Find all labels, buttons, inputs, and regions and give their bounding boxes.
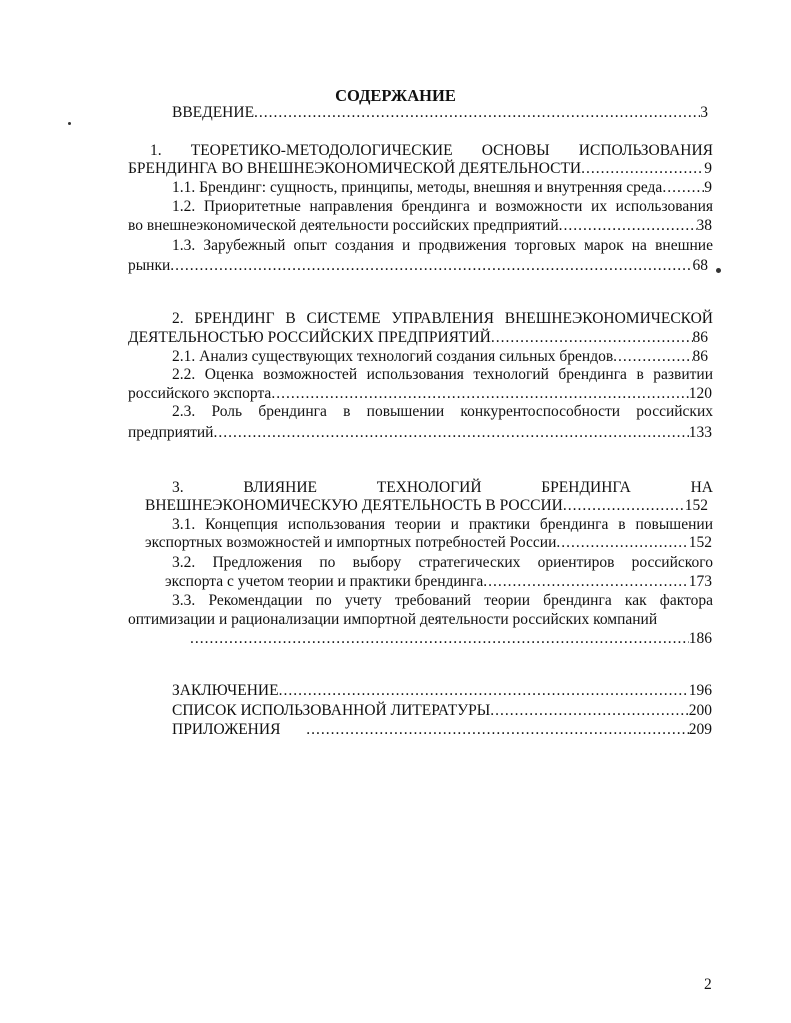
entry-text: экспортных возможностей и импортных потребностей России: [145, 534, 557, 551]
dot-leader: [213, 423, 688, 442]
toc-entry-intro[interactable]: [172, 103, 708, 122]
entry-text: БРЕНДИНГА ВО ВНЕШНЕЭКОНОМИЧЕСКОЙ ДЕЯТЕЛЬНОСТИ: [128, 160, 582, 177]
entry-text: ВНЕШНЕЭКОНОМИЧЕСКУЮ ДЕЯТЕЛЬНОСТЬ В РОССИИ: [145, 497, 563, 514]
entry-text: СПИСОК ИСПОЛЬЗОВАННОЙ ЛИТЕРАТУРЫ: [172, 702, 491, 719]
entry-page: 86: [692, 348, 708, 365]
entry-page: 9: [704, 179, 712, 196]
entry-page: 120: [688, 385, 712, 402]
toc-entry-references[interactable]: [172, 701, 712, 720]
toc-chapter-3-line2[interactable]: [145, 496, 708, 515]
entry-page: 68: [692, 257, 708, 274]
entry-page: 38: [696, 217, 712, 234]
toc-section-3-1-line2[interactable]: [145, 533, 712, 552]
toc-section-2-3-line1[interactable]: 2.3. Роль брендинга в повышении конкурентоспособности российских: [172, 403, 713, 420]
entry-page: 9: [704, 160, 712, 177]
dot-leader: [490, 701, 688, 720]
toc-section-2-2-line1[interactable]: 2.2. Оценка возможностей использования технологий брендинга в развитии: [172, 366, 713, 383]
entry-page: 152: [684, 497, 708, 514]
toc-section-3-2-line1[interactable]: 3.2. Предложения по выбору стратегических ориентиров российского: [172, 554, 713, 571]
dot-leader: [190, 629, 689, 648]
dot-leader: [556, 533, 688, 552]
toc-section-1-1[interactable]: [172, 178, 712, 197]
entry-page: 209: [688, 721, 712, 738]
dot-leader: [662, 178, 704, 197]
toc-entry-appendices[interactable]: [172, 720, 712, 739]
entry-page: 173: [688, 573, 712, 590]
dot-leader: [559, 216, 697, 235]
dot-leader: [563, 496, 685, 515]
toc-section-1-2-line1[interactable]: 1.2. Приоритетные направления брендинга и возможности их использования: [172, 198, 713, 215]
toc-chapter-2-line1[interactable]: 2. БРЕНДИНГ В СИСТЕМЕ УПРАВЛЕНИЯ ВНЕШНЕЭКОНОМИЧЕСКОЙ: [172, 310, 713, 327]
toc-chapter-1-line2[interactable]: [128, 159, 712, 178]
entry-text: предприятий: [128, 424, 214, 441]
toc-title: СОДЕРЖАНИЕ: [335, 86, 456, 105]
entry-text: во внешнеэкономической деятельности российских предприятий: [128, 217, 559, 234]
dot-leader: [581, 159, 704, 178]
entry-text: ВВЕДЕНИЕ: [172, 104, 255, 121]
toc-chapter-2-line2[interactable]: [128, 328, 708, 347]
entry-page: 152: [688, 534, 712, 551]
toc-entry-conclusion[interactable]: [172, 681, 712, 700]
dot-leader: [491, 328, 693, 347]
entry-page: 86: [692, 329, 708, 346]
toc-section-3-3-line1[interactable]: 3.3. Рекомендации по учету требований теории брендинга как фактора: [172, 592, 713, 609]
toc-section-2-3-line2[interactable]: [128, 423, 712, 442]
toc-section-3-2-line2[interactable]: [165, 572, 712, 591]
entry-text: ДЕЯТЕЛЬНОСТЬЮ РОССИЙСКИХ ПРЕДПРИЯТИЙ: [128, 329, 491, 346]
entry-page: 200: [688, 702, 712, 719]
entry-text: 1.1. Брендинг: сущность, принципы, методы, внешняя и внутренняя среда: [172, 179, 663, 196]
dot-leader: [170, 256, 692, 275]
dot-leader: [254, 103, 700, 122]
toc-section-1-3-line2[interactable]: [128, 256, 708, 275]
entry-page: 3: [700, 104, 708, 121]
toc-section-3-3-line3[interactable]: [190, 629, 712, 648]
entry-text: 2.1. Анализ существующих технологий создания сильных брендов: [172, 348, 614, 365]
entry-text: ПРИЛОЖЕНИЯ: [172, 721, 285, 738]
scan-speck: [716, 268, 721, 273]
dot-leader: [483, 572, 689, 591]
entry-text: рынки: [128, 257, 171, 274]
page-number: 2: [704, 976, 712, 993]
scan-speck: [68, 122, 71, 125]
dot-leader: [279, 681, 689, 700]
toc-section-1-3-line1[interactable]: 1.3. Зарубежный опыт создания и продвижения торговых марок на внешние: [172, 237, 713, 254]
entry-page: 196: [688, 682, 712, 699]
entry-page: 133: [688, 424, 712, 441]
toc-section-1-2-line2[interactable]: [128, 216, 712, 235]
dot-leader: [306, 720, 688, 739]
dot-leader: [613, 347, 692, 366]
entry-text: ЗАКЛЮЧЕНИЕ: [172, 682, 279, 699]
entry-page: 186: [688, 630, 712, 647]
toc-section-3-3-line2[interactable]: оптимизации и рационализации импортной деятельности российских компаний: [128, 611, 658, 628]
dot-leader: [271, 384, 688, 403]
toc-chapter-1-line1[interactable]: 1. ТЕОРЕТИКО-МЕТОДОЛОГИЧЕСКИЕ ОСНОВЫ ИСПОЛЬЗОВАНИЯ: [150, 142, 713, 159]
toc-section-3-1-line1[interactable]: 3.1. Концепция использования теории и практики брендинга в повышении: [172, 516, 713, 533]
entry-text: экспорта с учетом теории и практики брендинга: [165, 573, 484, 590]
toc-chapter-3-line1[interactable]: 3. ВЛИЯНИЕ ТЕХНОЛОГИЙ БРЕНДИНГА НА: [172, 479, 713, 496]
toc-section-2-2-line2[interactable]: [128, 384, 712, 403]
toc-section-2-1[interactable]: [172, 347, 708, 366]
entry-text: российского экспорта: [128, 385, 272, 402]
